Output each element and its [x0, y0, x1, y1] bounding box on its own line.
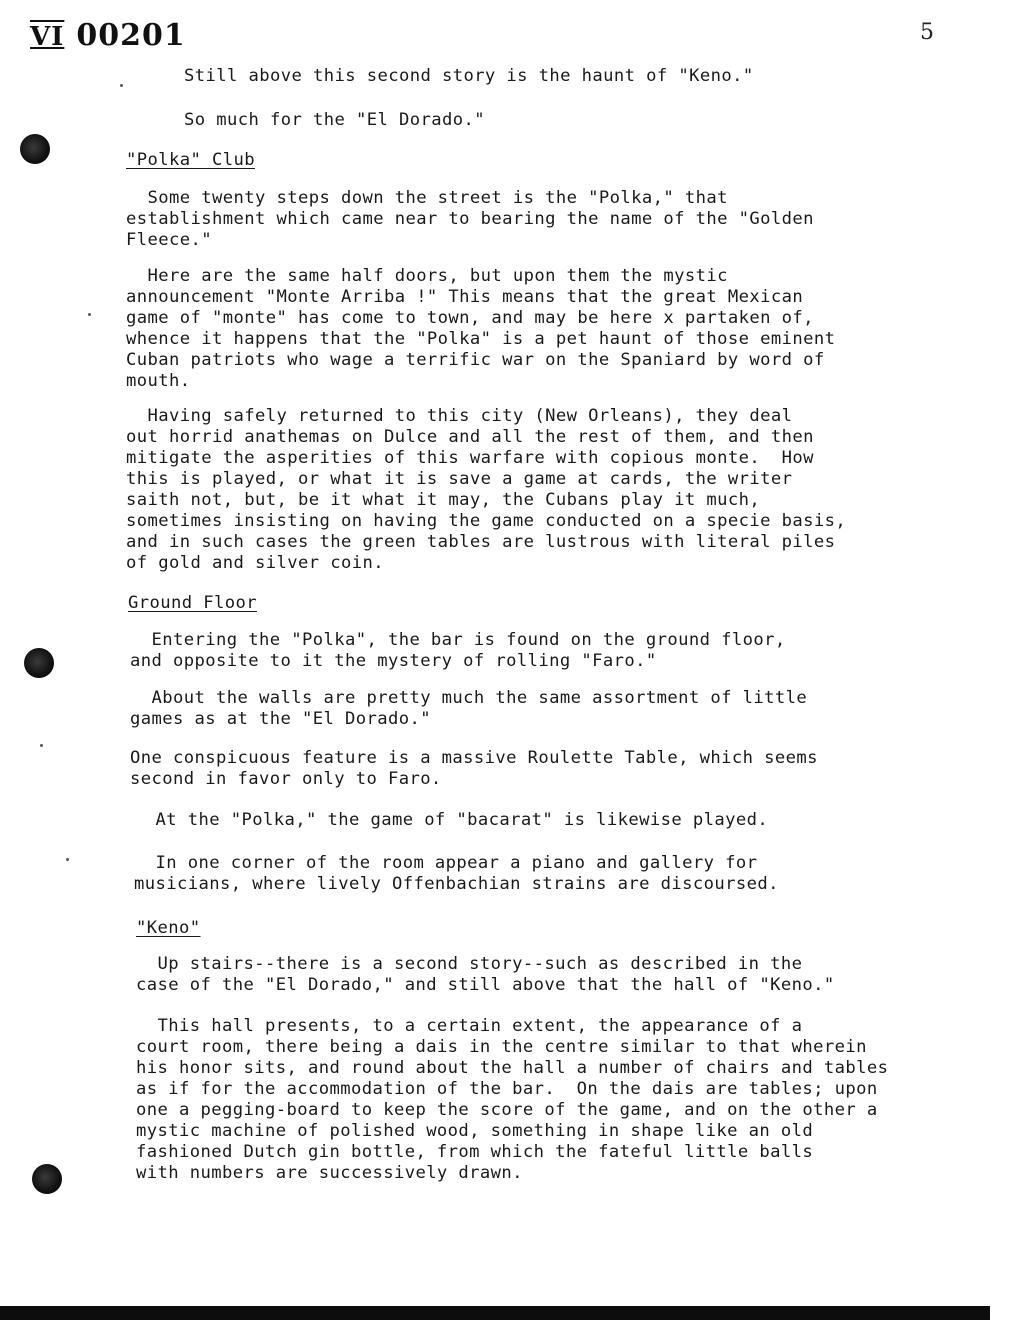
- paragraph-monte: Here are the same half doors, but upon them the mystic announcement "Monte Arriba !" This means that the great Mexican game of "monte" has come to town, and may be here x partaken of, whence it happens that the "Polka" is a pet haunt of those eminent Cuban patriots who wage a terrific war on the Spaniard by word of mouth.: [126, 266, 836, 391]
- paragraph-little-games: About the walls are pretty much the same assortment of little games as at the "El Dorado.": [130, 688, 808, 729]
- heading-ground-floor: Ground Floor: [128, 593, 257, 613]
- binder-hole-top: [20, 134, 50, 164]
- paragraph-el-dorado-close: So much for the "El Dorado.": [184, 110, 485, 130]
- document-id: [30, 18, 186, 53]
- binder-hole-middle: [24, 648, 54, 678]
- binder-hole-bottom: [32, 1164, 62, 1194]
- doc-number: 00201: [76, 18, 186, 53]
- heading-polka-club: "Polka" Club: [126, 150, 255, 170]
- page-number: 5: [920, 20, 934, 45]
- scan-speck: [120, 84, 123, 87]
- paragraph-ground-floor-bar: Entering the "Polka", the bar is found on the ground floor, and opposite to it the mystery of rolling "Faro.": [130, 630, 786, 671]
- paragraph-piano-gallery: In one corner of the room appear a piano and gallery for musicians, where lively Offenbachian strains are discoursed.: [134, 853, 779, 894]
- roman-numeral: VI: [30, 22, 65, 52]
- paragraph-keno-hall: This hall presents, to a certain extent, the appearance of a court room, there being a dais in the centre similar to that wherein his honor sits, and round about the hall a number of chairs and tables as if for the accommodation of the bar. On the dais are tables; upon one a pegging-board to keep the score of the game, and on the other a mystic machine of polished wood, something in shape like an old fashioned Dutch gin bottle, from which the fateful little balls with numbers are successively drawn.: [136, 1016, 889, 1183]
- scan-speck: [40, 744, 43, 747]
- paragraph-bacarat: At the "Polka," the game of "bacarat" is likewise played.: [134, 810, 769, 830]
- scan-edge-bar: [0, 1306, 990, 1320]
- heading-keno: "Keno": [136, 918, 201, 938]
- scan-speck: [66, 858, 69, 861]
- scan-speck: [88, 313, 91, 316]
- paragraph-cuban-patriots: Having safely returned to this city (New Orleans), they deal out horrid anathemas on Dulce and all the rest of them, and then mitigate the asperities of this warfare with copious monte. How this is played, or what it is save a game at cards, the writer saith not, but, be it what it may, the Cubans play it much, sometimes insisting on having the game conducted on a specie basis, and in such cases the green tables are lustrous with literal piles of gold and silver coin.: [126, 406, 847, 573]
- paragraph-polka-location: Some twenty steps down the street is the "Polka," that establishment which came near to bearing the name of the "Golden Fleece.": [126, 188, 814, 250]
- paragraph-roulette: One conspicuous feature is a massive Roulette Table, which seems second in favor only to Faro.: [130, 748, 818, 789]
- paragraph-up-stairs: Up stairs--there is a second story--such as described in the case of the "El Dorado," and still above that the hall of "Keno.": [136, 954, 835, 995]
- paragraph-keno-intro: Still above this second story is the haunt of "Keno.": [184, 66, 754, 86]
